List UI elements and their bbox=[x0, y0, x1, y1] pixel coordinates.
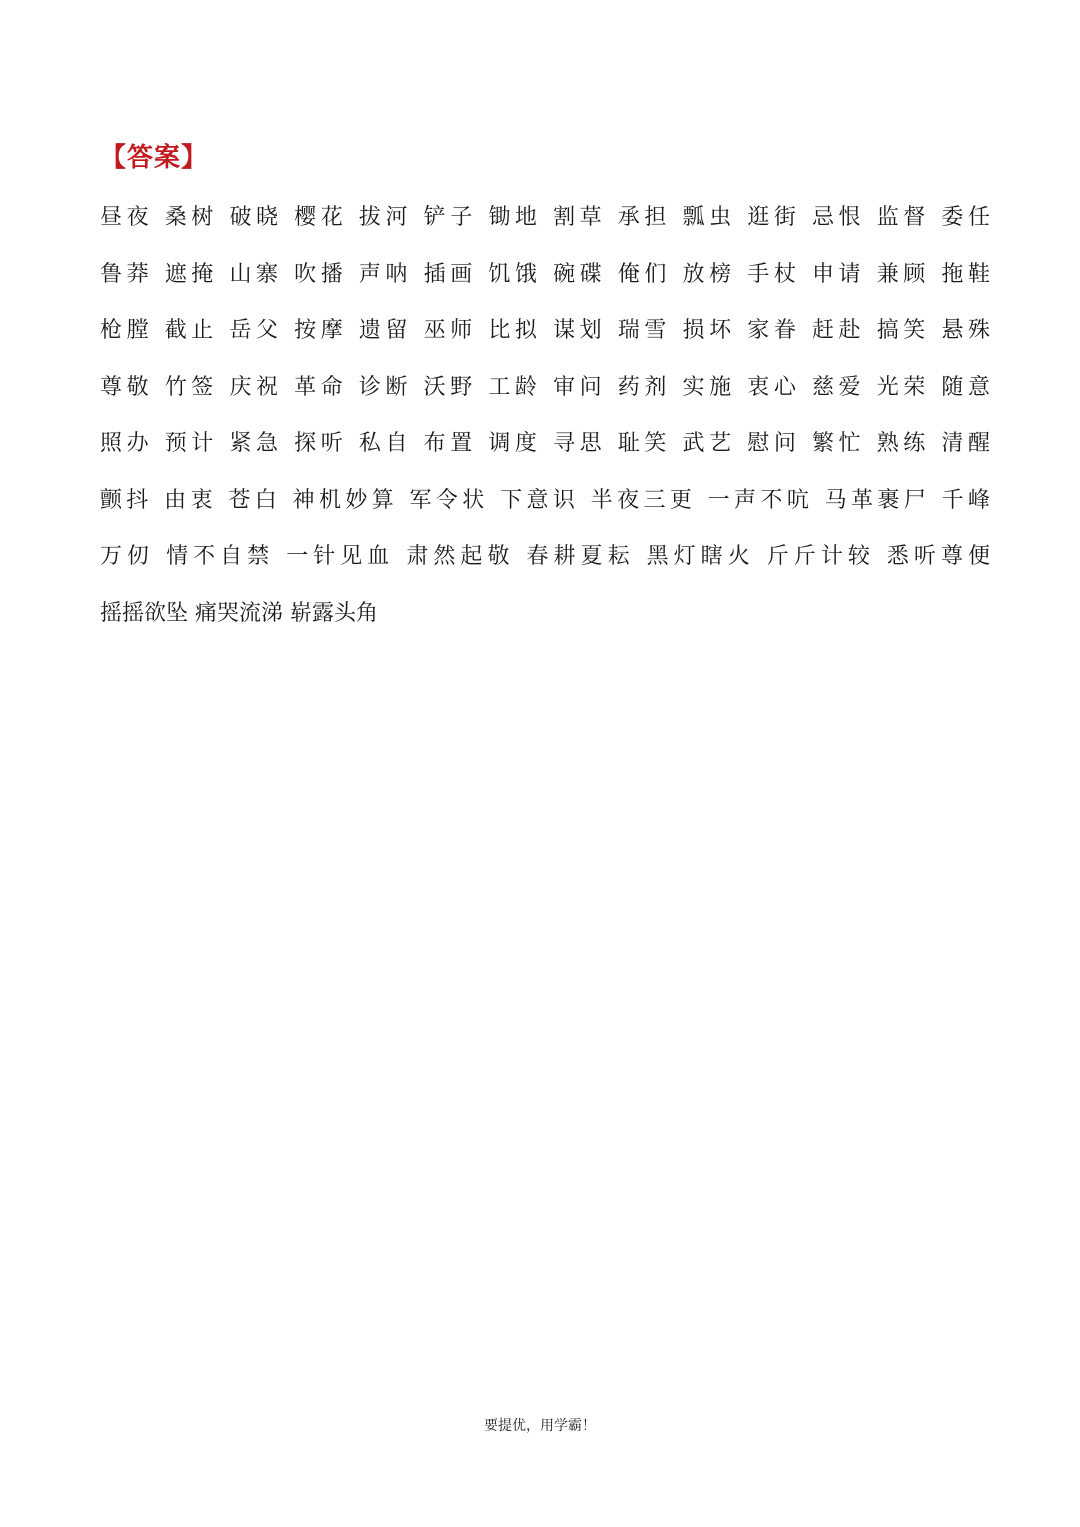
answer-line: 摇摇欲坠 痛哭流涕 崭露头角 bbox=[100, 600, 378, 626]
answer-line: 枪膛 截止 岳父 按摩 遗留 巫师 比拟 谋划 瑞雪 损坏 家眷 赶赴 搞笑 悬殊 bbox=[100, 318, 990, 343]
page-footer: 要提优，用学霸！ bbox=[484, 1418, 596, 1434]
answer-line: 鲁莽 遮掩 山寨 吹播 声呐 插画 饥饿 碗碟 俺们 放榜 手杖 申请 兼顾 拖鞋 bbox=[100, 261, 990, 287]
answer-body bbox=[100, 190, 990, 642]
answer-heading: 【答案】 bbox=[100, 143, 209, 173]
answer-line: 颤抖 由衷 苍白 神机妙算 军令状 下意识 半夜三更 一声不吭 马革裹尸 千峰 bbox=[100, 487, 990, 513]
answer-line: 照办 预计 紧急 探听 私自 布置 调度 寻思 耻笑 武艺 慰问 繁忙 熟练 清醒 bbox=[100, 431, 990, 456]
answer-line: 昼夜 桑树 破晓 樱花 拔河 铲子 锄地 割草 承担 瓢虫 逛街 忌恨 监督 委任 bbox=[100, 205, 990, 230]
answer-line: 尊敬 竹签 庆祝 革命 诊断 沃野 工龄 审问 药剂 实施 衷心 慈爱 光荣 随意 bbox=[100, 374, 990, 400]
answer-line: 万仞 情不自禁 一针见血 肃然起敬 春耕夏耘 黑灯瞎火 斤斤计较 悉听尊便 bbox=[100, 544, 990, 569]
